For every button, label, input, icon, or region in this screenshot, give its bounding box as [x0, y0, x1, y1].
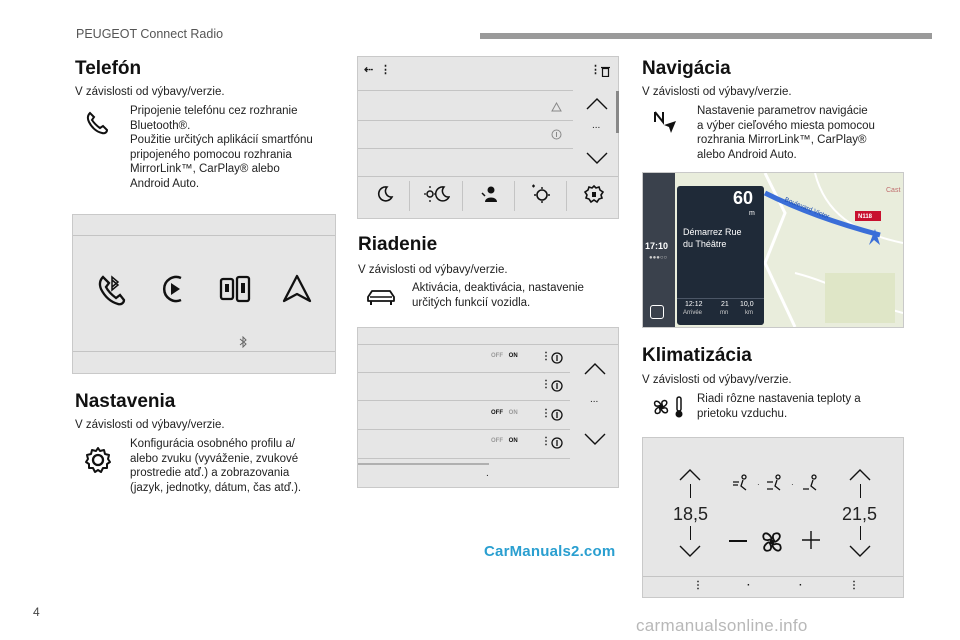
fan-icon	[757, 527, 787, 562]
footer-mark-4[interactable]: ⋮	[849, 580, 859, 591]
row-4-info-icon[interactable]	[551, 436, 563, 454]
airflow-separator: ·	[791, 480, 794, 489]
scroll-dots: ...	[592, 120, 601, 131]
place-label: Cast	[886, 187, 901, 194]
page-number: 4	[33, 605, 40, 619]
airflow-feet-icon[interactable]	[801, 474, 821, 497]
navigacia-title: Navigácia	[642, 58, 731, 79]
more-dots-icon[interactable]: ⋮	[590, 64, 601, 76]
klimatizacia-desc-line-2: prietoku vzduchu.	[697, 407, 788, 420]
brightness-settings-icon[interactable]	[530, 184, 552, 209]
nastavenia-title: Nastavenia	[75, 391, 176, 412]
toggle-on-label: ON	[508, 438, 518, 444]
duration-value: 21	[721, 301, 729, 308]
watermark-carmanualsonline[interactable]: carmanualsonline.info	[636, 616, 808, 635]
night-icon[interactable]	[376, 185, 394, 208]
row-4-menu-icon[interactable]: ⋮	[541, 436, 551, 447]
sound-settings-icon[interactable]	[584, 184, 604, 209]
trash-icon[interactable]	[601, 64, 610, 82]
scroll-down-icon[interactable]	[586, 151, 608, 169]
telefon-description	[130, 104, 335, 191]
arrival-time: 12:12	[685, 301, 703, 308]
riadenie-title: Riadenie	[358, 234, 438, 255]
nastavenia-description	[130, 437, 340, 495]
navigacia-desc-line-4: alebo Android Auto.	[697, 148, 797, 161]
navigacia-desc-line-1: Nastavenie parametrov navigácie	[697, 105, 868, 117]
remaining-unit: km	[745, 310, 753, 316]
airflow-face-icon[interactable]	[731, 474, 751, 497]
bluetooth-icon	[239, 335, 247, 353]
scroll-up-icon[interactable]	[584, 362, 606, 380]
riadenie-desc-line-1: Aktivácia, deaktivácia, nastavenie	[412, 282, 584, 294]
nastavenia-desc-line-3: prostredie atď.) a zobrazovania	[130, 467, 290, 479]
temp-left: 18,5	[673, 504, 709, 524]
watermark-carmanuals[interactable]: CarManuals2.com	[484, 543, 616, 560]
scroll-down-icon[interactable]	[584, 432, 606, 450]
distance-value: 60	[733, 188, 754, 208]
mirrorlink-icon[interactable]	[219, 275, 251, 308]
navigation-icon	[652, 109, 678, 140]
telefon-desc-line-1: Pripojenie telefónu cez rozhranie	[130, 105, 298, 117]
day-night-icon[interactable]	[424, 185, 450, 208]
navigacia-subtitle: V závislosti od výbavy/verzie.	[642, 86, 792, 98]
telefon-desc-line-6: Android Auto.	[130, 177, 200, 190]
row-2-menu-icon[interactable]: ⋮	[541, 379, 551, 390]
temp-right-down[interactable]	[849, 544, 871, 562]
warning-icon	[551, 99, 562, 117]
street-label: Boulevard Victor	[783, 196, 831, 221]
carplay-icon[interactable]	[159, 273, 189, 310]
klimatizacia-description	[697, 392, 902, 421]
navigacia-description	[697, 104, 902, 162]
riadenie-subtitle: V závislosti od výbavy/verzie.	[358, 264, 508, 276]
nastavenia-desc-line-1: Konfigurácia osobného profilu a/	[130, 438, 295, 450]
clock: 17:10	[645, 241, 669, 251]
row-3-menu-icon[interactable]: ⋮	[541, 408, 551, 419]
footer-dot: .	[486, 468, 489, 479]
navigacia-desc-line-2: a výber cieľového miesta pomocou	[697, 119, 875, 132]
riadenie-desc-line-2: určitých funkcií vozidla.	[412, 296, 531, 309]
climate-icon	[650, 395, 686, 424]
progress-bar	[358, 463, 489, 465]
road-badge: N118	[858, 214, 873, 220]
row-1-menu-icon[interactable]: ⋮	[541, 351, 551, 362]
back-icon[interactable]: ⇠	[364, 64, 374, 76]
row-1-info-icon[interactable]	[551, 351, 563, 369]
toggle-row-1[interactable]	[491, 353, 518, 359]
toggle-off-label: OFF	[491, 353, 503, 359]
nav-instruction-card	[677, 186, 764, 325]
row-2-info-icon[interactable]	[551, 379, 563, 397]
duration-unit: mn	[720, 310, 729, 316]
nastavenia-desc-line-2: alebo zvuku (vyváženie, zvukové	[130, 452, 299, 465]
airflow-face-feet-icon[interactable]	[765, 474, 785, 497]
phone-icon	[84, 110, 110, 141]
settings-screen	[357, 56, 619, 219]
nastavenia-subtitle: V závislosti od výbavy/verzie.	[75, 419, 225, 431]
menu-dots-icon[interactable]: ⋮	[380, 64, 391, 76]
header-bar	[480, 33, 932, 39]
telefon-desc-line-5: MirrorLink™, CarPlay® alebo	[130, 163, 280, 175]
telefon-desc-line-4: pripojeného pomocou rozhrania	[130, 148, 292, 161]
klimatizacia-desc-line-1: Riadi rôzne nastavenia teploty a	[697, 393, 861, 405]
klimatizacia-subtitle: V závislosti od výbavy/verzie.	[642, 374, 792, 386]
telefon-subtitle: V závislosti od výbavy/verzie.	[75, 86, 225, 98]
telefon-screen	[72, 214, 336, 374]
info-icon	[551, 127, 562, 145]
telefon-desc-line-3: Použitie určitých aplikácií smartfónu	[130, 134, 313, 146]
profile-icon[interactable]	[480, 185, 498, 208]
navigation-screen	[642, 172, 904, 328]
remaining-distance: 10,0	[740, 301, 754, 308]
scrollbar[interactable]	[616, 91, 619, 133]
car-icon	[366, 287, 396, 312]
navigacia-desc-line-3: rozhrania MirrorLink™, CarPlay®	[697, 134, 867, 146]
toggle-off-label: OFF	[491, 438, 503, 444]
toggle-off-label: OFF	[491, 410, 503, 416]
telefon-desc-line-2: Bluetooth®.	[130, 119, 191, 132]
toggle-row-4[interactable]	[491, 438, 518, 444]
row-3-info-icon[interactable]	[551, 408, 563, 426]
klimatizacia-title: Klimatizácia	[642, 345, 752, 366]
riadenie-description	[412, 281, 617, 310]
footer-mark-1[interactable]: ⋮	[693, 580, 703, 591]
instruction-line-1: Démarrez Rue	[683, 227, 742, 237]
temp-left-down[interactable]	[679, 544, 701, 562]
bluetooth-phone-icon[interactable]	[95, 273, 129, 312]
distance-unit: m	[749, 210, 755, 217]
scroll-dots: ...	[590, 394, 599, 405]
fan-increase-button[interactable]	[801, 530, 821, 555]
toggle-on-label: ON	[508, 410, 518, 416]
gear-icon	[84, 446, 112, 479]
arrival-label: Arrivée	[683, 310, 703, 316]
riadenie-screen	[357, 327, 619, 488]
android-auto-icon[interactable]	[281, 273, 313, 310]
toggle-on-label: ON	[508, 353, 518, 359]
scroll-up-icon[interactable]	[586, 97, 608, 115]
telefon-title: Telefón	[75, 58, 142, 79]
airflow-separator: ·	[757, 480, 760, 489]
footer-mark-2[interactable]: ·	[747, 580, 751, 591]
footer-mark-3[interactable]: ·	[799, 580, 803, 591]
instruction-line-2: du Théâtre	[683, 239, 727, 249]
signal-dots: ●●●○○	[649, 255, 668, 261]
home-button[interactable]	[650, 305, 664, 319]
climate-screen	[642, 437, 904, 598]
header-title: PEUGEOT Connect Radio	[76, 27, 224, 41]
temp-right: 21,5	[842, 504, 878, 524]
fan-decrease-button[interactable]	[729, 540, 747, 542]
toggle-row-3[interactable]	[491, 410, 518, 416]
nastavenia-desc-line-4: (jazyk, jednotky, dátum, čas atď.).	[130, 481, 302, 494]
